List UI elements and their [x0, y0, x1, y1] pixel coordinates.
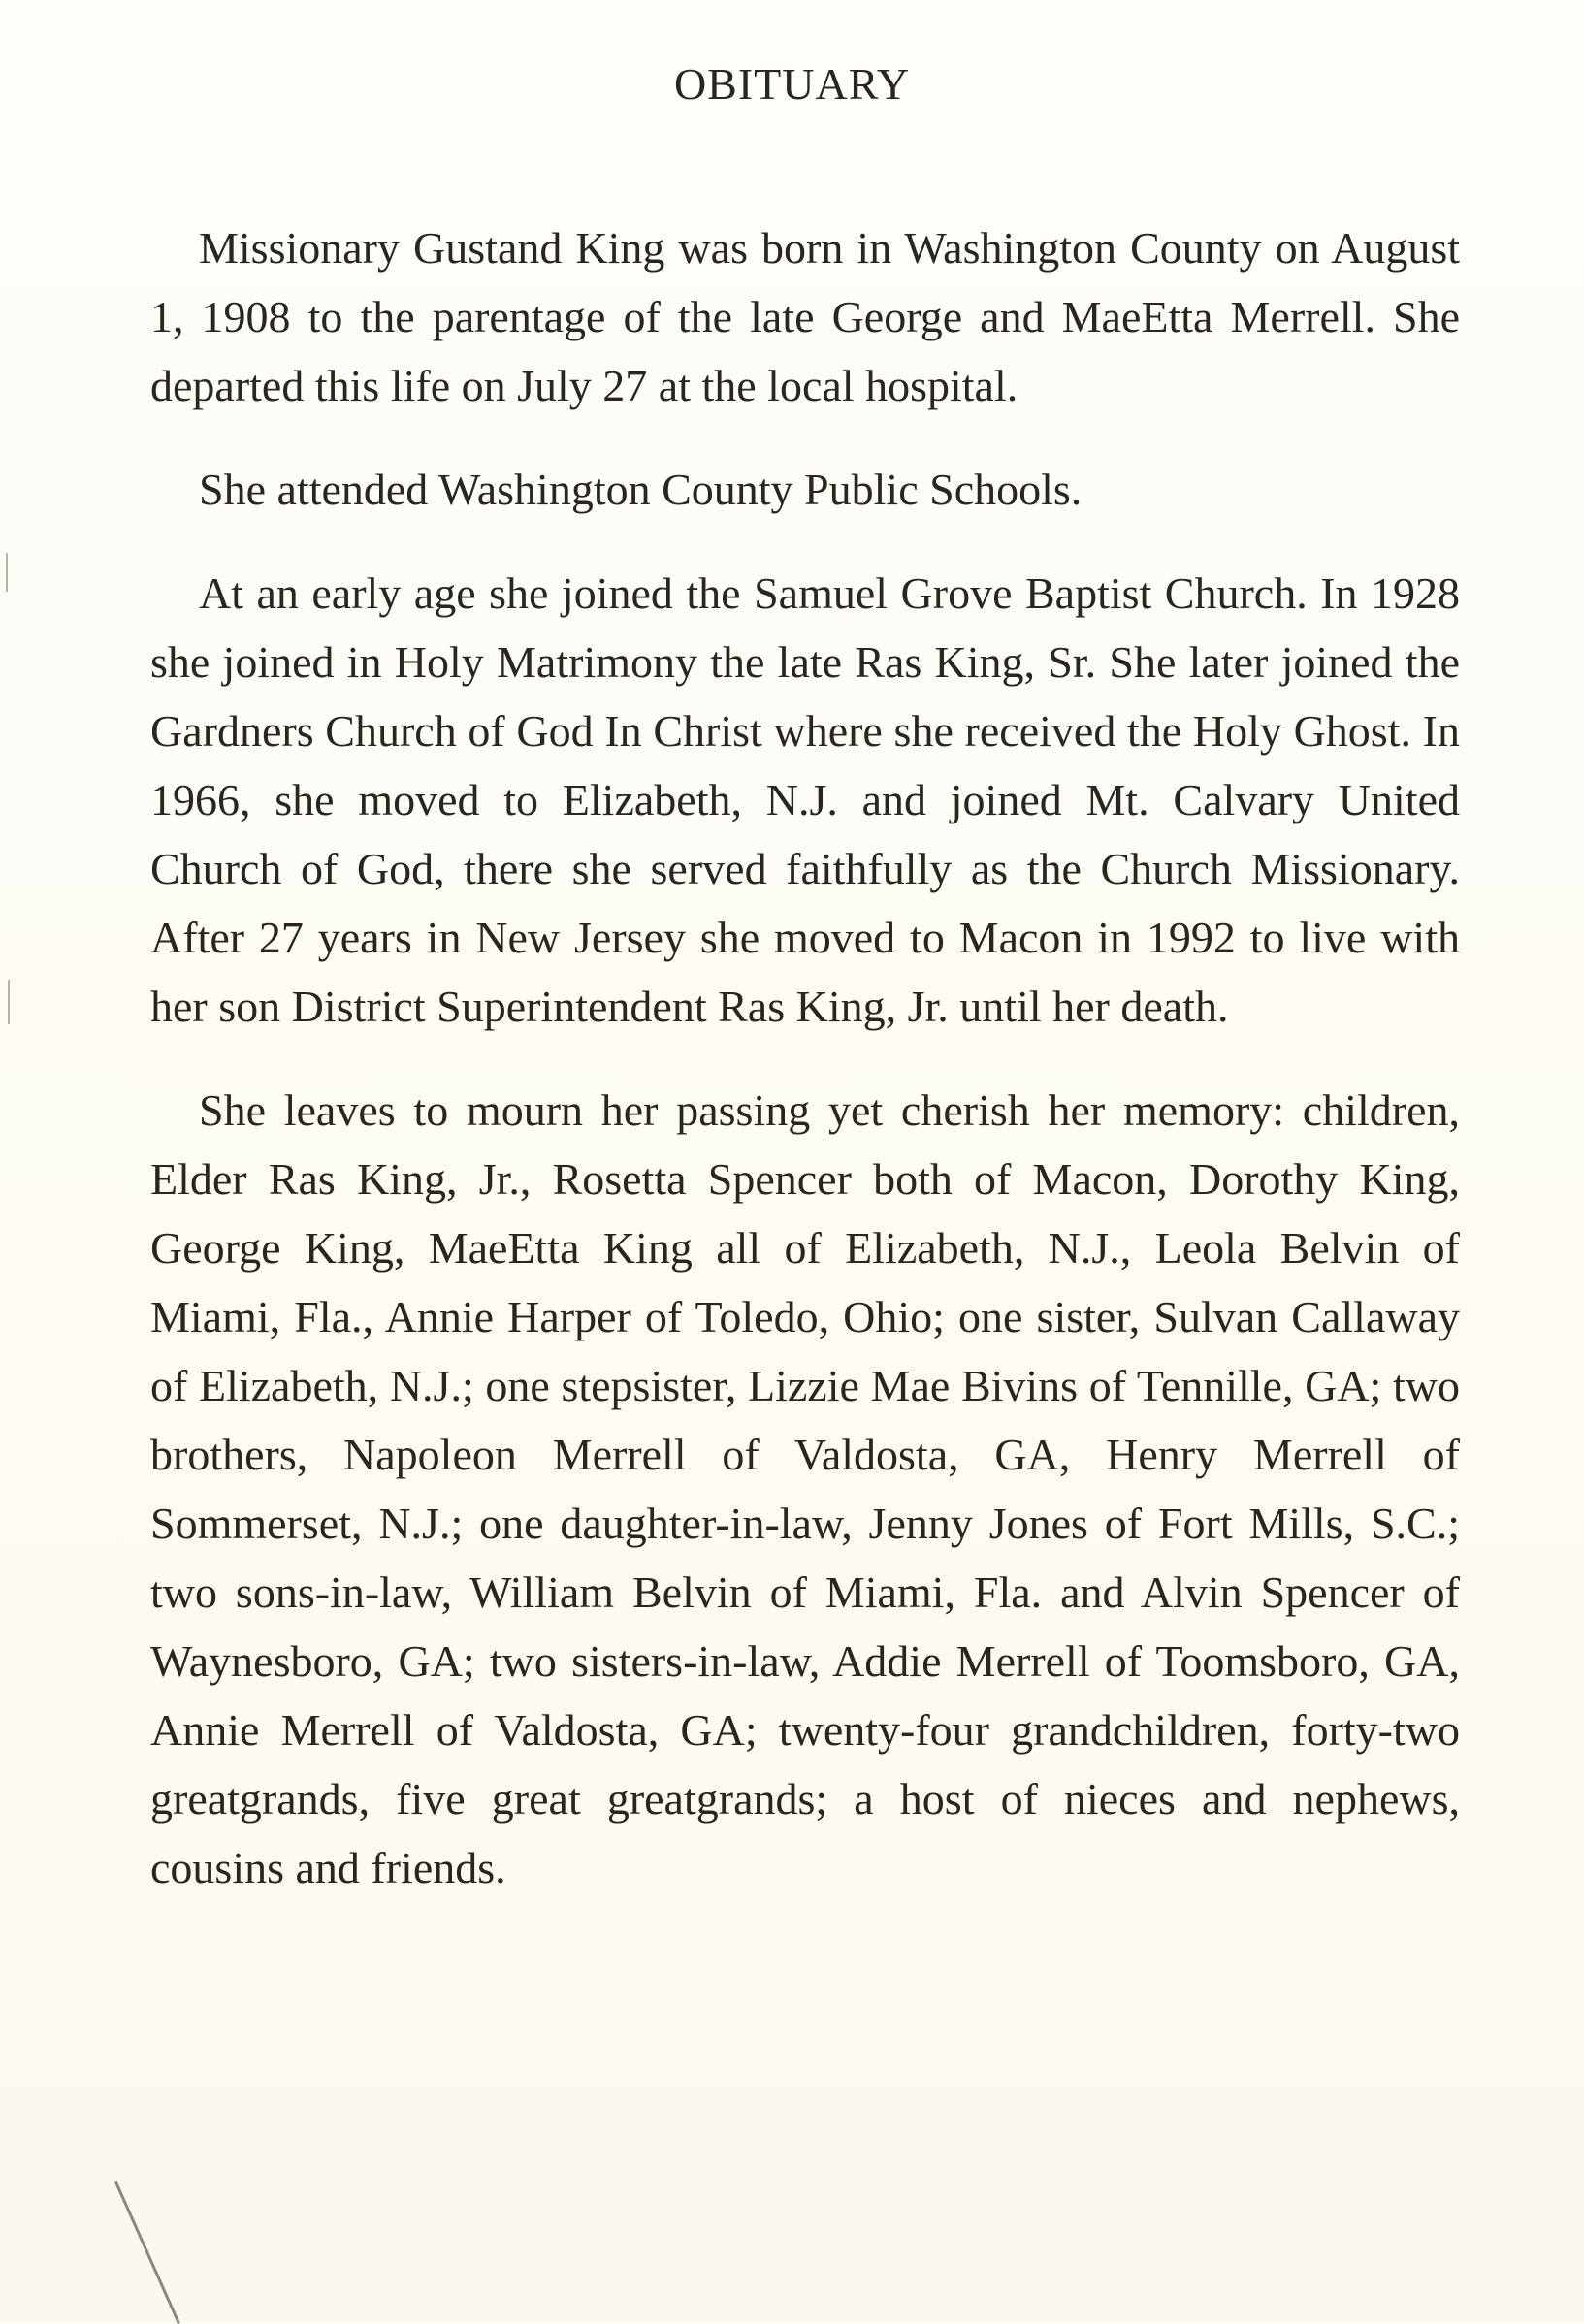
obituary-body	[150, 213, 1460, 1902]
scan-edge-mark	[6, 553, 8, 592]
paragraph-education: She attended Washington County Public Schools.	[199, 465, 1083, 514]
page-title: OBITUARY	[673, 59, 911, 109]
paragraph-survivors: She leaves to mourn her passing yet cherish her memory: children, Elder Ras King, Jr., Rosetta Spencer both of Macon, Dorothy King, George King, MaeEtta King all of Elizabeth, N.J., Leola Belvin of Miami, Fla., Annie Harper of Toledo, Ohio; one sister, Sulvan Callaway of Elizabeth, N.J.; one stepsister, Lizzie Mae Bivins of Tennille, GA; two brothers, Napoleon Merrell of Valdosta, GA, Henry Merrell of Sommerset, N.J.; one daughter-in-law, Jenny Jones of Fort Mills, S.C.; two sons-in-law, William Belvin of Miami, Fla. and Alvin Spencer of Waynesboro, GA; two sisters-in-law, Addie Merrell of Toomsboro, GA, Annie Merrell of Valdosta, GA; twenty-four grandchildren, forty-two greatgrands, five great greatgrands; a host of nieces and nephews, cousins and friends.	[150, 1085, 1460, 1892]
paragraph-birth: Missionary Gustand King was born in Washington County on August 1, 1908 to the parentage of the late George and MaeEtta Merrell. She departed this life on July 27 at the local hospital.	[150, 223, 1460, 410]
paragraph-church-life: At an early age she joined the Samuel Grove Baptist Church. In 1928 she joined in Holy Matrimony the late Ras King, Sr. She later joined the Gardners Church of God In Christ where she received the Holy Ghost. In 1966, she moved to Elizabeth, N.J. and joined Mt. Calvary United Church of God, there she served faithfully as the Church Missionary. After 27 years in New Jersey she moved to Macon in 1992 to live with her son District Superintendent Ras King, Jr. until her death.	[150, 568, 1460, 1031]
scan-edge-mark	[8, 980, 10, 1024]
paper-fold-line	[114, 2181, 180, 2324]
